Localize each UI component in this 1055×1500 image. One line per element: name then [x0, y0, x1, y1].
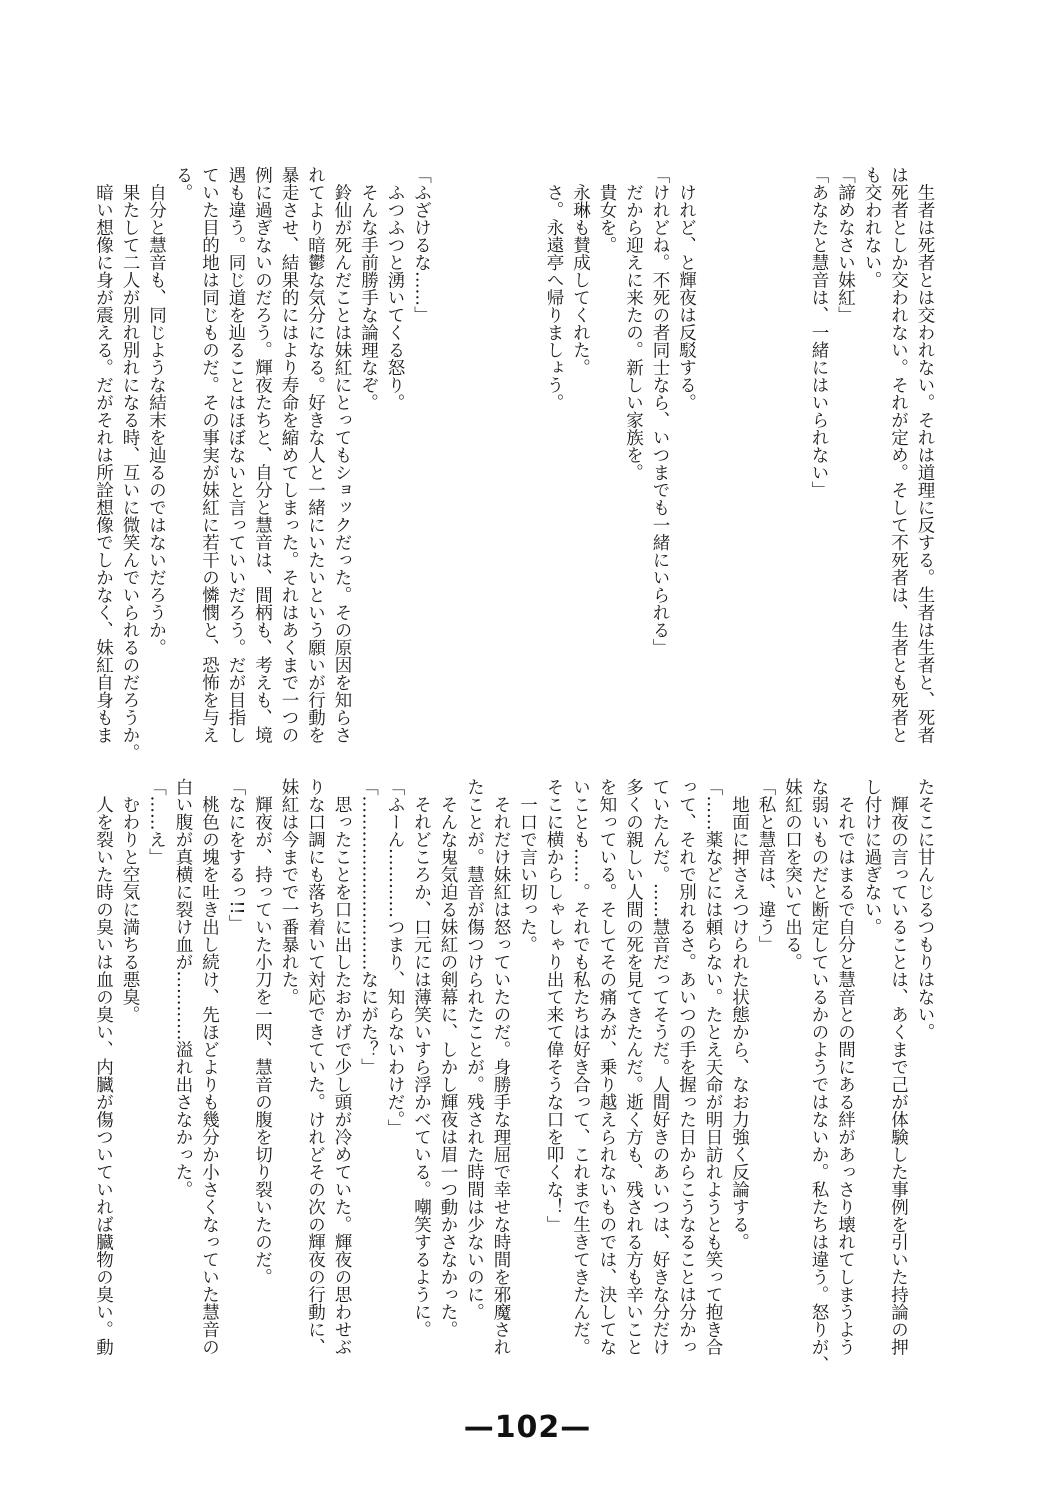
text-column: 果たして二人が別れ別れになる時、互いに微笑んでいられるのだろうか。	[120, 166, 140, 761]
text-block-bottom	[90, 778, 938, 1373]
text-column: ていたんだ。……慧音だってそうだ。人間好きのあいつは、好きな分だけ	[650, 778, 670, 1356]
column-spacer	[435, 166, 462, 732]
column-spacer	[514, 166, 541, 732]
text-column: 輝夜の言っていることは、あくまで己が体験した事例を引いた持論の押	[888, 778, 909, 1356]
text-column: 「……え」	[146, 778, 167, 866]
column-spacer	[726, 166, 753, 732]
text-column: けれど、と輝夜は反駁する。	[676, 166, 697, 411]
text-column: 思ったことを口に出したおかげで少し頭が冷めていた。輝夜の思わせぶ	[332, 778, 352, 1356]
text-column: 「ふざけるな……」	[411, 166, 432, 324]
text-column: 一口で言い切った。	[517, 778, 538, 953]
text-column: 鈴仙が死んだことは妹紅にとってもショックだった。その原因を知らさ	[332, 166, 352, 744]
text-column: それではまるで自分と慧音との間にある絆があっさり壊れてしまうよう	[835, 778, 856, 1356]
text-column: むわりと空気に満ちる悪臭。	[120, 778, 140, 1023]
text-column: 永琳も賛成してくれた。	[570, 166, 591, 376]
text-column: 地面に押さえつけられた状態から、なお力強く反論する。	[729, 778, 750, 1251]
text-column: 白い腹が真横に裂け血が…………溢れ出さなかった。	[173, 778, 193, 1198]
text-column: 「あなたと慧音は、一緒にはいられない」	[809, 166, 829, 499]
text-column: 暗い想像に身が震える。だがそれは所詮想像でしかなく、妹紅自身もま	[93, 166, 114, 744]
text-block-top	[90, 166, 938, 761]
text-column: さ。永遠亭へ帰りましょう。	[544, 166, 564, 411]
text-column: ていた目的地は同じものだ。その事実が妹紅に若干の憐憫と、恐怖を与え	[199, 166, 220, 744]
text-column: って、それで別れるさ。あいつの手を握った日からこうなることは分かっ	[676, 778, 697, 1356]
text-column: 「……薬などには頼らない。たとえ天命が明日訪れようとも笑って抱き合	[703, 778, 723, 1356]
text-column: 「…………………………なにがた？」	[358, 778, 379, 1076]
text-column: それどころか、口元には薄笑いすら浮かべている。嘲笑するように。	[411, 778, 432, 1338]
text-column: 生者は死者とは交われない。それは道理に反する。生者は生者と、死者	[915, 166, 935, 744]
text-column: いことも……。それでも私たちは好き合って、これまで生きてきたんだ。	[570, 778, 591, 1356]
text-column: たことが。慧音が傷つけられたことが。残された時間は少ないのに。	[464, 778, 485, 1321]
text-column: も交われない。	[862, 166, 882, 289]
column-spacer	[753, 166, 780, 732]
text-column: 自分と慧音も、同じような結末を辿るのではないだろうか。	[146, 166, 167, 656]
column-spacer	[700, 166, 727, 732]
page-number: —102—	[463, 1410, 592, 1445]
text-column: 多くの親しい人間の死を見てきたんだ。逝く方も、残される方も辛いこと	[623, 778, 644, 1356]
text-column: れてより暗鬱な気分になる。好きな人と一緒にいたいという願いが行動を	[305, 166, 326, 744]
text-column: 「けれどね。不死の者同士なら、いつまでも一緒にいられる」	[650, 166, 670, 656]
text-column: そんな鬼気迫る妹紅の剣幕に、しかし輝夜は眉一つ動かさなかった。	[438, 778, 458, 1338]
text-column: る。	[173, 166, 193, 201]
text-column: な弱いものだと断定しているかのようではないか。私たちは違う。怒りが、	[809, 778, 829, 1373]
text-column: そこに横からしゃしゃり出て来て偉そうな口を叩くな！」	[544, 778, 564, 1233]
text-column: 暴走させ、結果的にはより寿命を縮めてしまった。それはあくまで一つの	[279, 166, 299, 744]
text-column: りな口調にも落ち着いて対応できていた。けれどその次の輝夜の行動に、	[305, 778, 326, 1356]
text-column: 人を裂いた時の臭いは血の臭い、内臓が傷ついていれば臓物の臭い。動	[93, 778, 114, 1356]
text-column: 例に過ぎないのだろう。輝夜たちと、自分と慧音は、間柄も、考えも、境	[252, 166, 273, 744]
text-column: し付けに過ぎない。	[862, 778, 882, 936]
text-column: 遇も違う。同じ道を辿ることはほぼないと言っていいだろう。だが目指し	[226, 166, 246, 744]
column-spacer	[461, 166, 488, 732]
text-column: 「なにをするっ!!」	[226, 778, 246, 933]
text-column: 妹紅は今までで一番暴れた。	[279, 778, 299, 1006]
text-column: だから迎えに来たの。新しい家族を。	[623, 166, 644, 481]
text-column: を知っている。そしてその痛みが、乗り越えられないものでは、決してな	[597, 778, 617, 1356]
text-column: 「ふーん…………つまり、知らないわけだ。」	[385, 778, 405, 1137]
text-column: ふつふつと湧いてくる怒り。	[385, 166, 405, 411]
text-column: 「諦めなさい妹紅」	[835, 166, 856, 324]
column-spacer	[779, 166, 806, 732]
text-column: それだけ妹紅は怒っていたのだ。身勝手な理屈で幸せな時間を邪魔され	[491, 778, 511, 1356]
column-spacer	[488, 166, 515, 732]
text-column: 貴女を。	[597, 166, 617, 254]
text-column: 輝夜が、持っていた小刀を一閃、慧音の腹を切り裂いたのだ。	[252, 778, 273, 1286]
text-column: たそこに甘んじるつもりはない。	[915, 778, 935, 1041]
text-column: そんな手前勝手な論理なぞ。	[358, 166, 379, 411]
text-column: 「私と慧音は、違う」	[756, 778, 776, 953]
text-column: は死者としか交われない。それが定め。そして不死者は、生者とも死者と	[888, 166, 909, 744]
text-column: 桃色の塊を吐き出し続け、先ほどよりも幾分か小さくなっていた慧音の	[199, 778, 220, 1356]
text-column: 妹紅の口を突いて出る。	[782, 778, 803, 971]
